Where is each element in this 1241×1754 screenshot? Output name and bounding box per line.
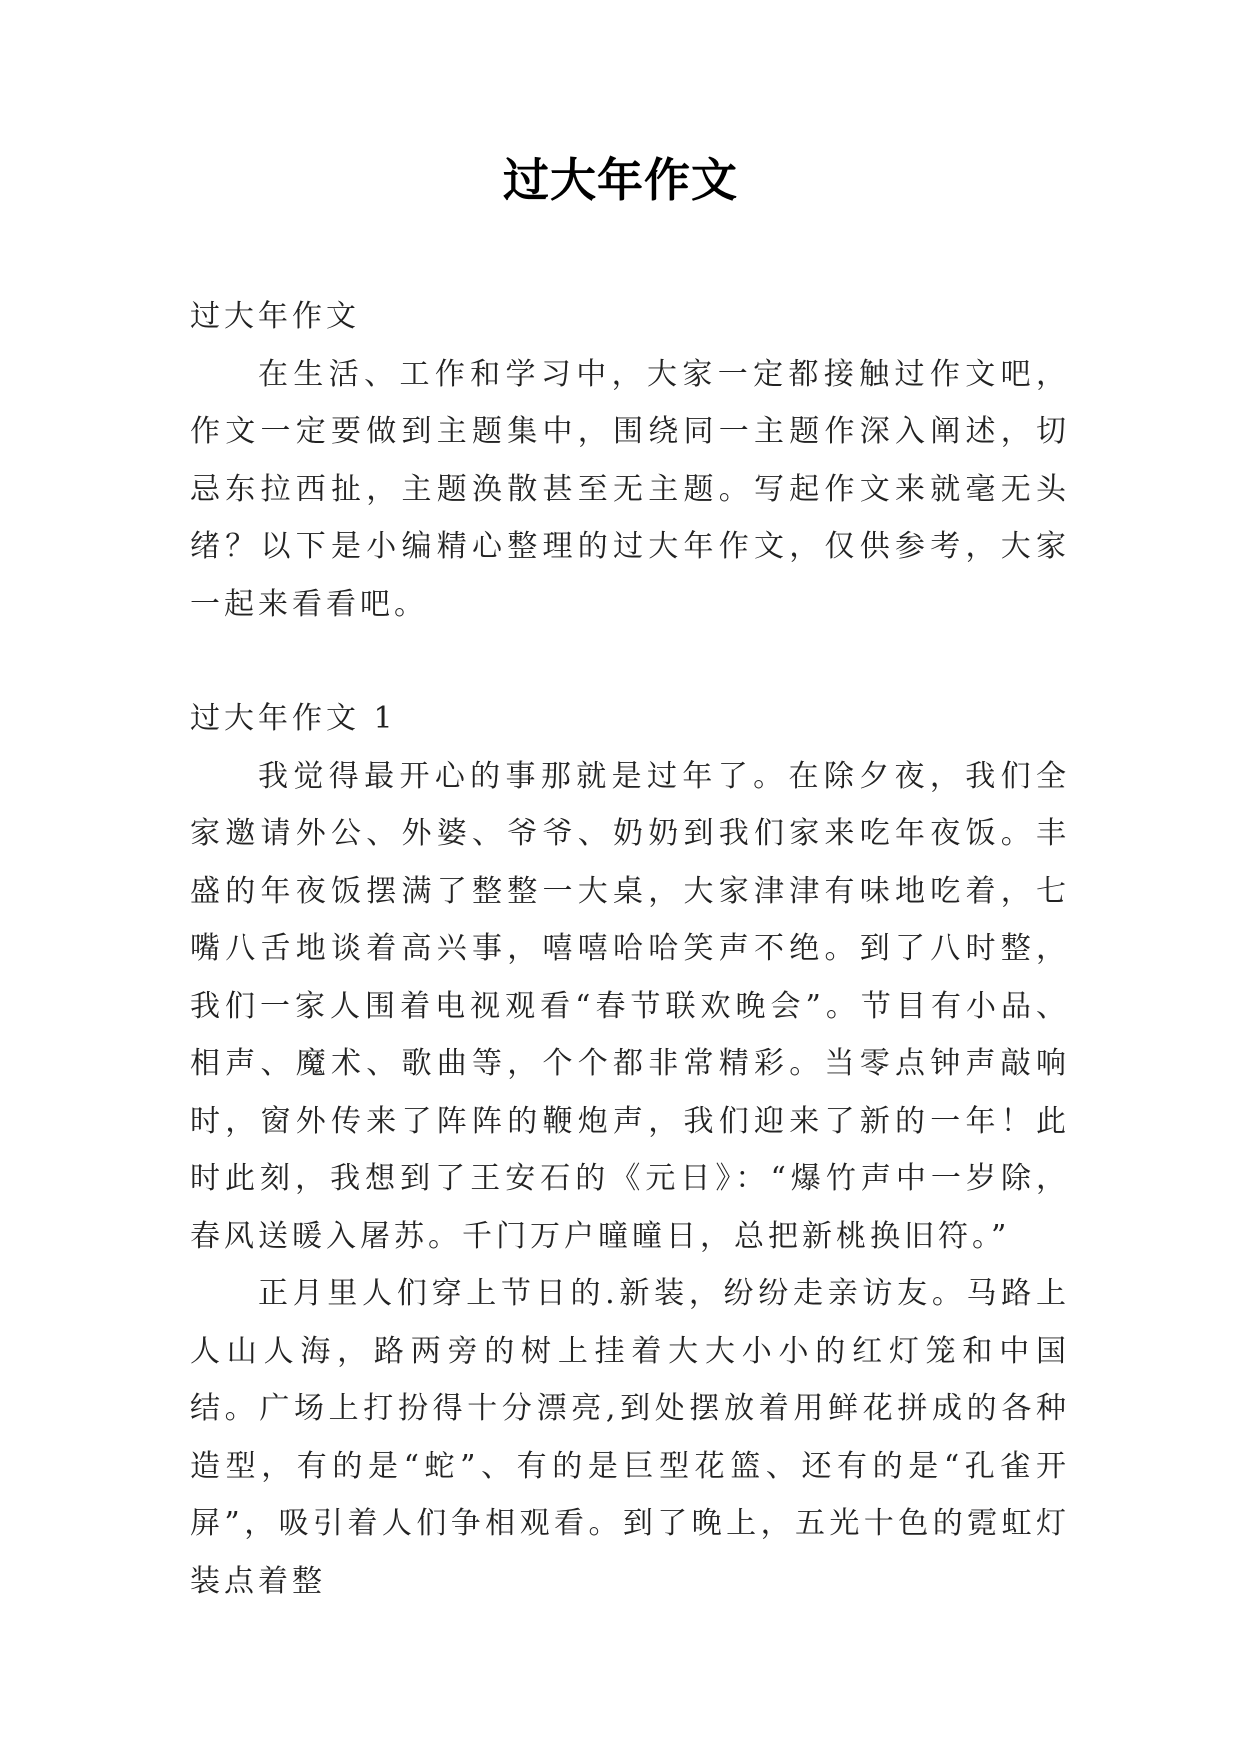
section-spacer: [190, 633, 1070, 690]
section-heading-intro: 过大年作文: [190, 299, 360, 334]
section-heading-essay-1: 过大年作文 1: [190, 701, 397, 736]
essay-paragraph-2: 正月里人们穿上节日的.新装，纷纷走亲访友。马路上人山人海，路两旁的树上挂着大大小小的红灯笼和中国结。广场上打扮得十分漂亮,到处摆放着用鲜花拼成的各种造型，有的是“蛇”、有的是巨型花篮、还有的是“孔雀开屏”，吸引着人们争相观看。到了晚上，五光十色的霓虹灯装点着整: [190, 1276, 1070, 1599]
document-title: 过大年作文: [503, 153, 738, 207]
document-body: [190, 288, 1070, 1610]
intro-paragraph: 在生活、工作和学习中，大家一定都接触过作文吧，作文一定要做到主题集中，围绕同一主题作深入阐述，切忌东拉西扯，主题涣散甚至无主题。写起作文来就毫无头绪？以下是小编精心整理的过大年作文，仅供参考，大家一起来看看吧。: [190, 356, 1070, 622]
essay-paragraph-1: 我觉得最开心的事那就是过年了。在除夕夜，我们全家邀请外公、外婆、爷爷、奶奶到我们家来吃年夜饭。丰盛的年夜饭摆满了整整一大桌，大家津津有味地吃着，七嘴八舌地谈着高兴事，嘻嘻哈哈笑声不绝。到了八时整，我们一家人围着电视观看“春节联欢晚会”。节目有小品、相声、魔术、歌曲等，个个都非常精彩。当零点钟声敲响时，窗外传来了阵阵的鞭炮声，我们迎来了新的一年！此时此刻，我想到了王安石的《元日》：“爆竹声中一岁除，春风送暖入屠苏。千门万户曈曈日，总把新桃换旧符。”: [190, 758, 1070, 1254]
